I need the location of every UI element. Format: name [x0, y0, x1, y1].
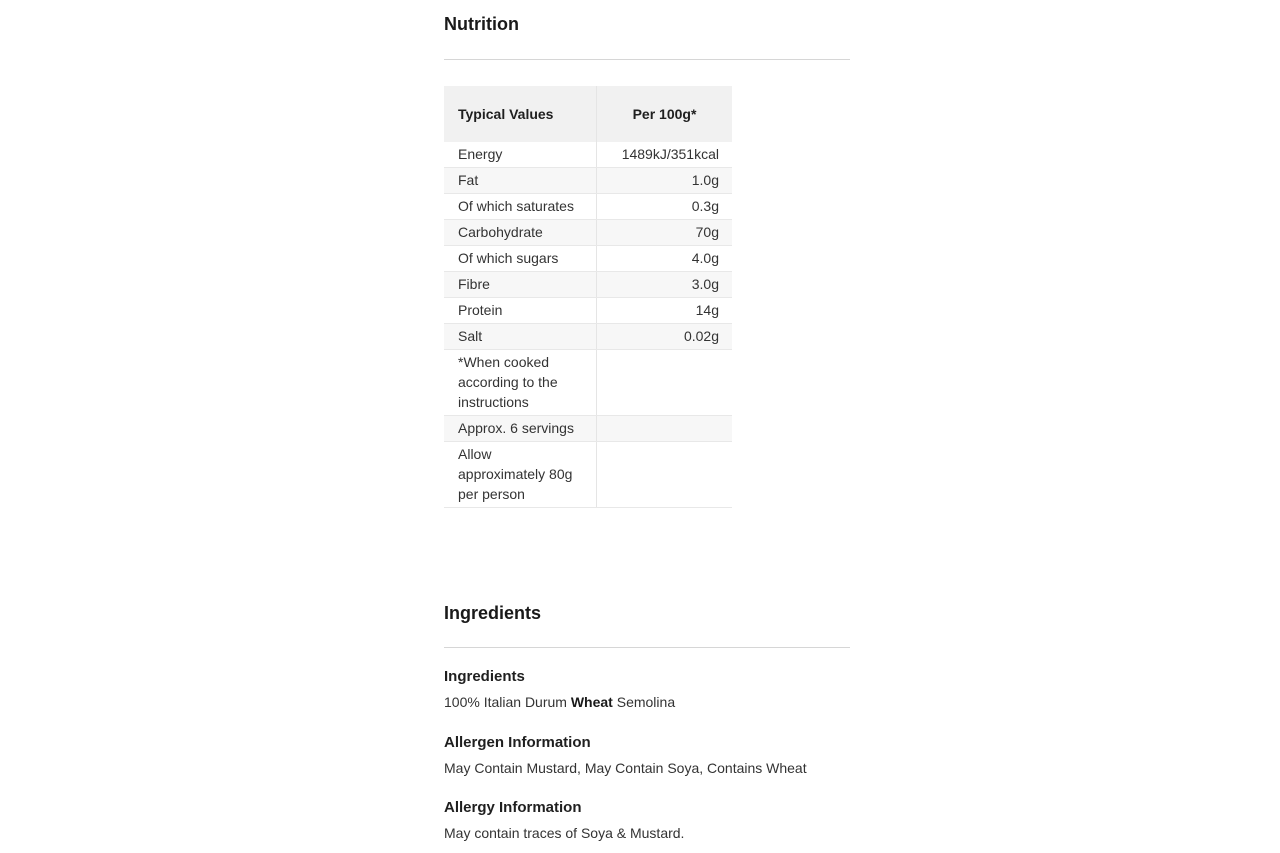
nutrient-name: Of which saturates: [444, 194, 597, 220]
ingredients-text-before: 100% Italian Durum: [444, 694, 571, 710]
table-row: [444, 442, 732, 508]
nutrient-name: Salt: [444, 324, 597, 350]
table-row: [444, 416, 732, 442]
ingredients-heading: Ingredients: [444, 668, 525, 685]
allergen-block: [444, 733, 850, 778]
nutrient-value: [597, 350, 733, 416]
allergen-heading: Allergen Information: [444, 734, 591, 751]
nutrition-table: [444, 86, 732, 508]
table-row: [444, 220, 732, 246]
nutrient-value: 4.0g: [597, 246, 733, 272]
ingredients-block: [444, 667, 850, 712]
table-row: [444, 168, 732, 194]
allergen-highlight: Wheat: [570, 694, 613, 710]
nutrient-value: 0.02g: [597, 324, 733, 350]
nutrient-value: 14g: [597, 298, 733, 324]
nutrition-table-header-row: [444, 86, 732, 142]
nutrient-value: 1489kJ/351kcal: [597, 142, 733, 168]
nutrient-name: Of which sugars: [444, 246, 597, 272]
nutrient-name: Fat: [444, 168, 597, 194]
table-row: [444, 272, 732, 298]
nutrition-section-title: Nutrition: [444, 14, 519, 34]
nutrient-value: 0.3g: [597, 194, 733, 220]
ingredients-text-after: Semolina: [612, 694, 676, 710]
nutrient-value: 70g: [597, 220, 733, 246]
allergy-heading: Allergy Information: [444, 799, 582, 816]
allergy-block: [444, 798, 850, 843]
nutrient-value: [597, 416, 733, 442]
nutrition-note: Allow approximately 80g per person: [444, 442, 597, 508]
ingredients-divider: [444, 647, 850, 648]
table-row: [444, 324, 732, 350]
table-row: [444, 246, 732, 272]
nutrient-name: Carbohydrate: [444, 220, 597, 246]
table-row: [444, 142, 732, 168]
nutrient-name: Protein: [444, 298, 597, 324]
table-row: [444, 298, 732, 324]
nutrient-value: [597, 442, 733, 508]
ingredients-section-title: Ingredients: [444, 603, 542, 623]
allergy-text: May contain traces of Soya & Mustard.: [444, 825, 685, 841]
nutrition-note: Approx. 6 servings: [444, 416, 597, 442]
ingredients-text: [444, 692, 850, 712]
nutrient-value: 3.0g: [597, 272, 733, 298]
typical-values-header: Typical Values: [444, 86, 597, 142]
allergen-text: May Contain Mustard, May Contain Soya, Contains Wheat: [444, 760, 807, 776]
per-100g-header: Per 100g*: [597, 86, 733, 142]
table-row: [444, 350, 732, 416]
table-row: [444, 194, 732, 220]
nutrient-value: 1.0g: [597, 168, 733, 194]
nutrient-name: Energy: [444, 142, 597, 168]
nutrition-divider: [444, 59, 850, 60]
nutrition-note: *When cooked according to the instructions: [444, 350, 597, 416]
nutrient-name: Fibre: [444, 272, 597, 298]
